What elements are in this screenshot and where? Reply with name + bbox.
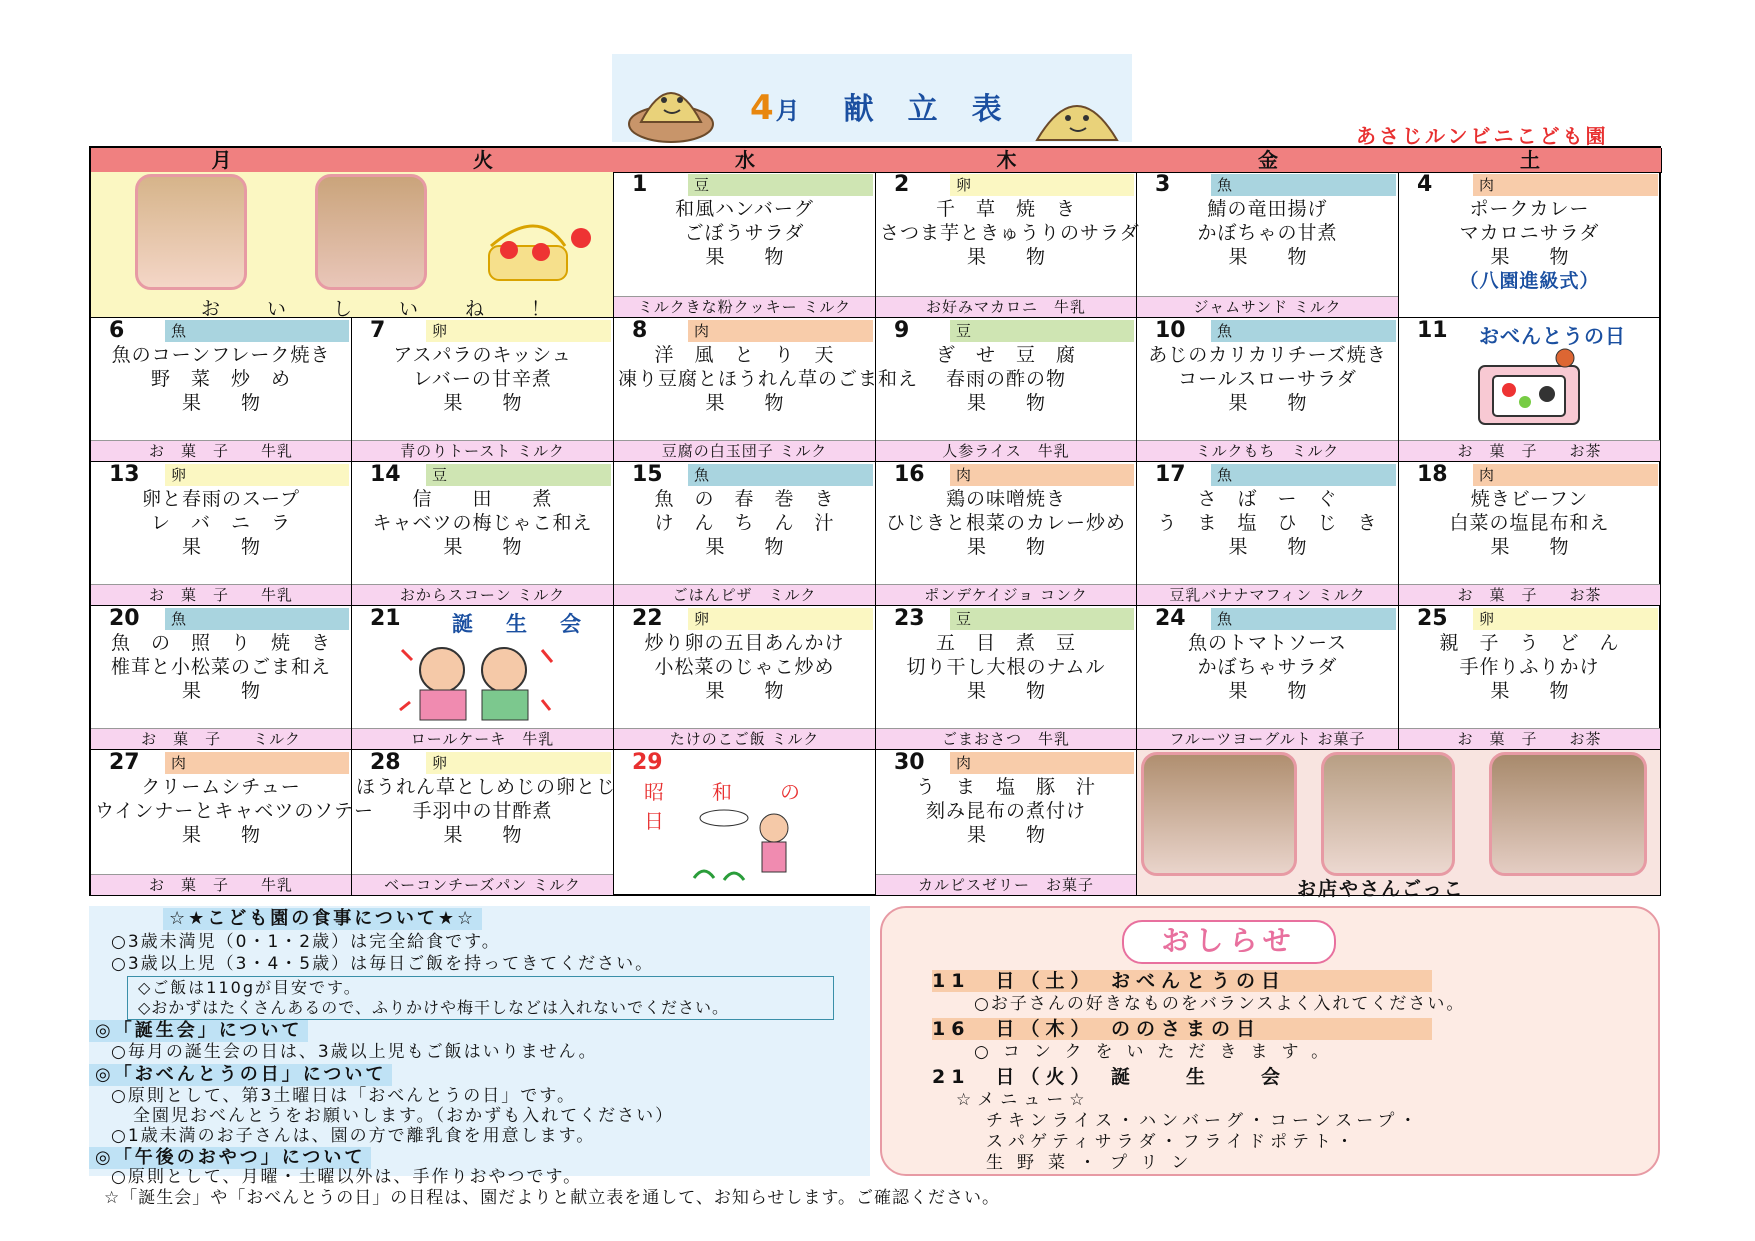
snack: 人参ライス 牛乳	[876, 440, 1136, 461]
dish: 魚 の 照 り 焼 き	[110, 632, 331, 654]
bamboo-shoot-icon	[626, 64, 716, 142]
dish: 果物	[1228, 680, 1347, 702]
protein-tag: 肉	[950, 464, 1134, 486]
dish: 千 草 焼 き	[935, 198, 1076, 220]
dish: 果物	[1228, 536, 1347, 558]
menu-calendar	[89, 146, 1661, 900]
meal-info-panel	[89, 906, 870, 1176]
info-line: ◇おかずはたくさんあるので、ふりかけや梅干しなどは入れないでください。	[138, 998, 729, 1017]
dish: 果物	[1490, 246, 1609, 268]
holiday-label: 昭 和 の 日	[644, 780, 848, 833]
snack: ベーコンチーズパン ミルク	[352, 874, 613, 895]
dish: 魚のトマトソース	[1187, 632, 1348, 654]
dish: 果物	[966, 246, 1085, 268]
dish: 小松菜のじゃこ炒め	[654, 656, 835, 678]
dish: 果物	[181, 536, 300, 558]
day-number: 29	[632, 750, 663, 775]
dish: 果物	[181, 824, 300, 846]
girl-watering-icon	[684, 808, 814, 888]
info-line: ○3歳以上児（3・4・5歳）は毎日ご飯を持ってきてください。	[111, 954, 655, 974]
day-number: 20	[109, 606, 140, 631]
bento-day-label: おべんとうの日	[1479, 324, 1626, 348]
activity-photo	[1141, 752, 1297, 876]
day-number: 22	[632, 606, 663, 631]
protein-tag: 卵	[426, 752, 611, 774]
dish: 魚 の 春 巻 き	[654, 488, 835, 510]
month-suffix: 月	[775, 97, 802, 125]
snack: ポンデケイジョ コンク	[876, 584, 1136, 605]
dish: 果物	[966, 536, 1085, 558]
notice-date: 21 日（火） 誕 生 会	[932, 1066, 1286, 1088]
bento-box-icon	[1475, 346, 1585, 430]
day-number: 23	[894, 606, 925, 631]
activity-photo	[1321, 752, 1455, 876]
info-line: ○毎月の誕生会の日は、3歳以上児もご飯はいりません。	[111, 1042, 598, 1062]
protein-tag: 豆	[950, 320, 1134, 342]
snack: お 菓 子 お茶	[1399, 728, 1660, 749]
day-header: 土	[1399, 148, 1662, 173]
day-number: 27	[109, 750, 140, 775]
snack: フルーツヨーグルト お菓子	[1137, 728, 1398, 749]
dish: 信 田 煮	[412, 488, 553, 510]
dish: アスパラのキッシュ	[393, 344, 572, 366]
day-header: 火	[352, 148, 615, 173]
dish: マカロニサラダ	[1459, 222, 1600, 244]
snack: おからスコーン ミルク	[352, 584, 613, 605]
dish: クリームシチュー	[141, 776, 301, 798]
dish: レ バ ニ ラ	[150, 512, 291, 534]
dish: 卵と春雨のスープ	[141, 488, 301, 510]
notice-panel	[880, 906, 1660, 1176]
info-line: 全園児おべんとうをお願いします。（おかずも入れてください）	[133, 1106, 675, 1126]
dish: 魚のコーンフレーク焼き	[111, 344, 331, 366]
dish: 果物	[705, 680, 824, 702]
protein-tag: 肉	[1473, 174, 1658, 196]
day-cell	[91, 606, 352, 750]
menu-title: 献 立 表	[843, 92, 1004, 127]
month-number: 4	[750, 88, 776, 128]
day-cell	[614, 606, 876, 750]
dish: 春雨の酢の物	[945, 368, 1066, 390]
info-title: ☆★こども園の食事について★☆	[163, 908, 482, 930]
child-photo	[315, 174, 427, 290]
snack: 豆乳バナナマフィン ミルク	[1137, 584, 1398, 605]
day-cell	[876, 318, 1137, 462]
dish: 和風ハンバーグ	[675, 198, 814, 220]
info-line: ○3歳未満児（0・1・2歳）は完全給食です。	[111, 932, 501, 952]
dish: ポークカレー	[1469, 198, 1590, 220]
notice-date: 11 日（土） おべんとうの日	[932, 970, 1432, 992]
day-cell	[1137, 318, 1399, 462]
day-number: 18	[1417, 462, 1448, 487]
day-header: 木	[876, 148, 1138, 173]
dish: 果物	[1228, 392, 1347, 414]
notice-line: 生野菜・プリン	[986, 1153, 1203, 1173]
day-number: 1	[632, 172, 648, 197]
dish: ごぼうサラダ	[684, 222, 805, 244]
dish: 炒り卵の五目あんかけ	[644, 632, 845, 654]
shop-play-caption: お店やさんごっこ	[1297, 878, 1465, 900]
photo-caption: お い し い ね ！	[201, 298, 565, 320]
dish: かぼちゃサラダ	[1197, 656, 1338, 678]
protein-tag: 肉	[688, 320, 873, 342]
dish: 切り干し大根のナムル	[906, 656, 1106, 678]
day-header: 水	[614, 148, 877, 173]
day-cell	[876, 750, 1137, 896]
child-photo	[135, 174, 247, 290]
day-number: 16	[894, 462, 925, 487]
dish: 果物	[966, 824, 1085, 846]
dish: 果物	[443, 536, 562, 558]
info-heading-bento: ◎「おべんとうの日」について	[89, 1064, 392, 1086]
dish: さ ば ー ぐ	[1197, 488, 1338, 510]
day-number: 9	[894, 318, 910, 343]
day-number: 30	[894, 750, 925, 775]
dish: 果物	[705, 392, 824, 414]
dish: 果物	[181, 392, 300, 414]
day-cell	[1399, 462, 1661, 606]
dish: （八園進級式）	[1459, 270, 1600, 292]
notice-line: チキンライス・ハンバーグ・コーンスープ・	[986, 1111, 1422, 1131]
day-number: 21	[370, 606, 401, 631]
photo-cell	[91, 172, 614, 318]
day-cell	[614, 750, 876, 896]
snack: たけのこご飯 ミルク	[614, 728, 875, 749]
day-cell	[352, 750, 617, 896]
day-number: 15	[632, 462, 663, 487]
snack: ミルクきな粉クッキー ミルク	[614, 296, 875, 317]
protein-tag: 卵	[950, 174, 1134, 196]
day-number: 11	[1417, 318, 1448, 343]
protein-tag: 卵	[426, 320, 611, 342]
day-number: 24	[1155, 606, 1186, 631]
notice-line: ☆メニュー☆	[956, 1090, 1091, 1110]
dish: 果物	[1490, 680, 1609, 702]
snack: カルピスゼリー お菓子	[876, 874, 1136, 895]
day-cell	[1399, 172, 1661, 318]
snack: ロールケーキ 牛乳	[352, 728, 613, 749]
info-heading-snack: ◎「午後のおやつ」について	[89, 1147, 371, 1169]
info-heading-birthday: ◎「誕生会」について	[89, 1020, 308, 1042]
snack: お 菓 子 牛乳	[91, 584, 351, 605]
dish: レバーの甘辛煮	[413, 368, 552, 390]
dish: 凍り豆腐とほうれん草のごま和え	[618, 368, 919, 390]
dish: 果物	[443, 392, 562, 414]
notice-title: おしらせ	[1122, 920, 1336, 964]
info-line: ○原則として、月曜・土曜以外は、手作りおやつです。	[111, 1167, 583, 1187]
dish: キャベツの梅じゃこ和え	[372, 512, 593, 534]
protein-tag: 魚	[1211, 464, 1396, 486]
day-number: 25	[1417, 606, 1448, 631]
dish: 果物	[966, 680, 1085, 702]
dish: あじのカリカリチーズ焼き	[1148, 344, 1387, 366]
day-number: 13	[109, 462, 140, 487]
dish: 野 菜 炒 め	[150, 368, 291, 390]
snack: ジャムサンド ミルク	[1137, 296, 1398, 317]
notice-line: ○コンクをいただきます。	[974, 1042, 1343, 1062]
protein-tag: 豆	[688, 174, 873, 196]
dish: コールスローサラダ	[1178, 368, 1357, 390]
dish: 白菜の塩昆布和え	[1449, 512, 1610, 534]
day-cell	[876, 462, 1137, 606]
day-header: 月	[91, 148, 353, 173]
day-cell	[1137, 462, 1399, 606]
protein-tag: 豆	[426, 464, 611, 486]
protein-tag: 豆	[950, 608, 1134, 630]
snack: お 菓 子 牛乳	[91, 440, 351, 461]
snack: お 菓 子 ミルク	[91, 728, 351, 749]
day-cell	[352, 318, 614, 462]
protein-tag: 卵	[688, 608, 873, 630]
dish: 果物	[181, 680, 300, 702]
protein-tag: 卵	[1473, 608, 1658, 630]
dish: 果物	[443, 824, 562, 846]
day-cell	[1399, 318, 1661, 462]
dish: 焼きビーフン	[1470, 488, 1589, 510]
day-cell	[1137, 172, 1399, 318]
day-number: 7	[370, 318, 386, 343]
dish: 手羽中の甘酢煮	[412, 800, 553, 822]
day-cell	[91, 462, 352, 606]
dish: う ま 塩 ひ じ き	[1157, 512, 1378, 534]
birthday-party-label: 誕 生 会	[452, 612, 587, 636]
day-number: 3	[1155, 172, 1171, 197]
dish: 果物	[1490, 536, 1609, 558]
snack: 豆腐の白玉団子 ミルク	[614, 440, 875, 461]
day-cell	[614, 172, 876, 318]
info-line: ○1歳未満のお子さんは、園の方で離乳食を用意します。	[111, 1126, 596, 1146]
protein-tag: 肉	[950, 752, 1134, 774]
day-number: 14	[370, 462, 401, 487]
info-line: ○原則として、第3土曜日は「おべんとうの日」です。	[111, 1086, 576, 1106]
day-number: 28	[370, 750, 401, 775]
info-line: ◇ご飯は110gが目安です。	[138, 978, 362, 997]
day-header: 金	[1137, 148, 1400, 173]
dish: 手作りふりかけ	[1459, 656, 1600, 678]
dish: 果物	[705, 246, 824, 268]
dish: 果物	[705, 536, 824, 558]
dish: 親 子 う ど ん	[1439, 632, 1620, 654]
notice-date: 16 日（木） ののさまの日	[932, 1018, 1432, 1040]
school-name: あさじルンビニこども園	[1356, 124, 1609, 148]
day-cell	[614, 462, 876, 606]
birthday-kids-icon	[392, 640, 562, 726]
protein-tag: 肉	[165, 752, 349, 774]
protein-tag: 魚	[165, 320, 349, 342]
day-number: 4	[1417, 172, 1433, 197]
dish: かぼちゃの甘煮	[1197, 222, 1338, 244]
protein-tag: 魚	[165, 608, 349, 630]
snack: お好みマカロニ 牛乳	[876, 296, 1136, 317]
rice-note-box	[127, 976, 834, 1020]
day-cell	[614, 318, 919, 462]
protein-tag: 魚	[1211, 608, 1396, 630]
dish: さつま芋ときゅうりのサラダ	[880, 222, 1140, 244]
dish: 椎茸と小松菜のごま和え	[110, 656, 331, 678]
protein-tag: 魚	[688, 464, 873, 486]
day-cell	[1399, 606, 1661, 750]
dish: け ん ち ん 汁	[654, 512, 835, 534]
dish: ウインナーとキャベツのソテー	[95, 800, 375, 822]
dish: 洋 風 と り 天	[654, 344, 835, 366]
dish: 鯖の竜田揚げ	[1207, 198, 1328, 220]
day-cell	[91, 750, 375, 896]
dish: ぎ せ 豆 腐	[935, 344, 1076, 366]
day-number: 8	[632, 318, 648, 343]
snack: ミルクもち ミルク	[1137, 440, 1398, 461]
day-cell	[876, 606, 1137, 750]
dish: 果物	[966, 392, 1085, 414]
shop-play-photos	[1137, 750, 1661, 900]
strawberry-basket-icon	[483, 216, 593, 288]
day-number: 17	[1155, 462, 1186, 487]
notice-line: ○お子さんの好きなものをバランスよく入れてください。	[974, 994, 1466, 1014]
dish: ほうれん草としめじの卵とじ	[356, 776, 617, 798]
day-cell	[1137, 606, 1399, 750]
snack: 青のりトースト ミルク	[352, 440, 613, 461]
dish: 五 目 煮 豆	[935, 632, 1076, 654]
day-cell	[91, 318, 352, 462]
protein-tag: 卵	[165, 464, 349, 486]
dish: ひじきと根菜のカレー炒め	[885, 512, 1126, 534]
page-title	[750, 84, 1004, 128]
protein-tag: 肉	[1473, 464, 1658, 486]
snack: お 菓 子 お茶	[1399, 584, 1660, 605]
snack: お 菓 子 お茶	[1399, 440, 1660, 461]
day-number: 2	[894, 172, 910, 197]
activity-photo	[1489, 752, 1647, 876]
notice-line: スパゲティサラダ・フライドポテト・	[986, 1132, 1358, 1152]
dish: 刻み昆布の煮付け	[925, 800, 1086, 822]
day-cell	[876, 172, 1140, 318]
snack: お 菓 子 牛乳	[91, 874, 351, 895]
snack: ごまおさつ 牛乳	[876, 728, 1136, 749]
dish: 鶏の味噌焼き	[945, 488, 1066, 510]
dish: 果物	[1228, 246, 1347, 268]
day-cell	[352, 462, 614, 606]
bamboo-shoot-icon	[1032, 82, 1122, 142]
protein-tag: 魚	[1211, 320, 1396, 342]
day-cell	[352, 606, 614, 750]
protein-tag: 魚	[1211, 174, 1396, 196]
snack: ごはんピザ ミルク	[614, 584, 875, 605]
day-number: 6	[109, 318, 125, 343]
dish: う ま 塩 豚 汁	[915, 776, 1096, 798]
info-footnote: ☆「誕生会」や「おべんとうの日」の日程は、園だよりと献立表を通して、お知らせします。ご確認ください。	[104, 1188, 1001, 1208]
day-number: 10	[1155, 318, 1186, 343]
